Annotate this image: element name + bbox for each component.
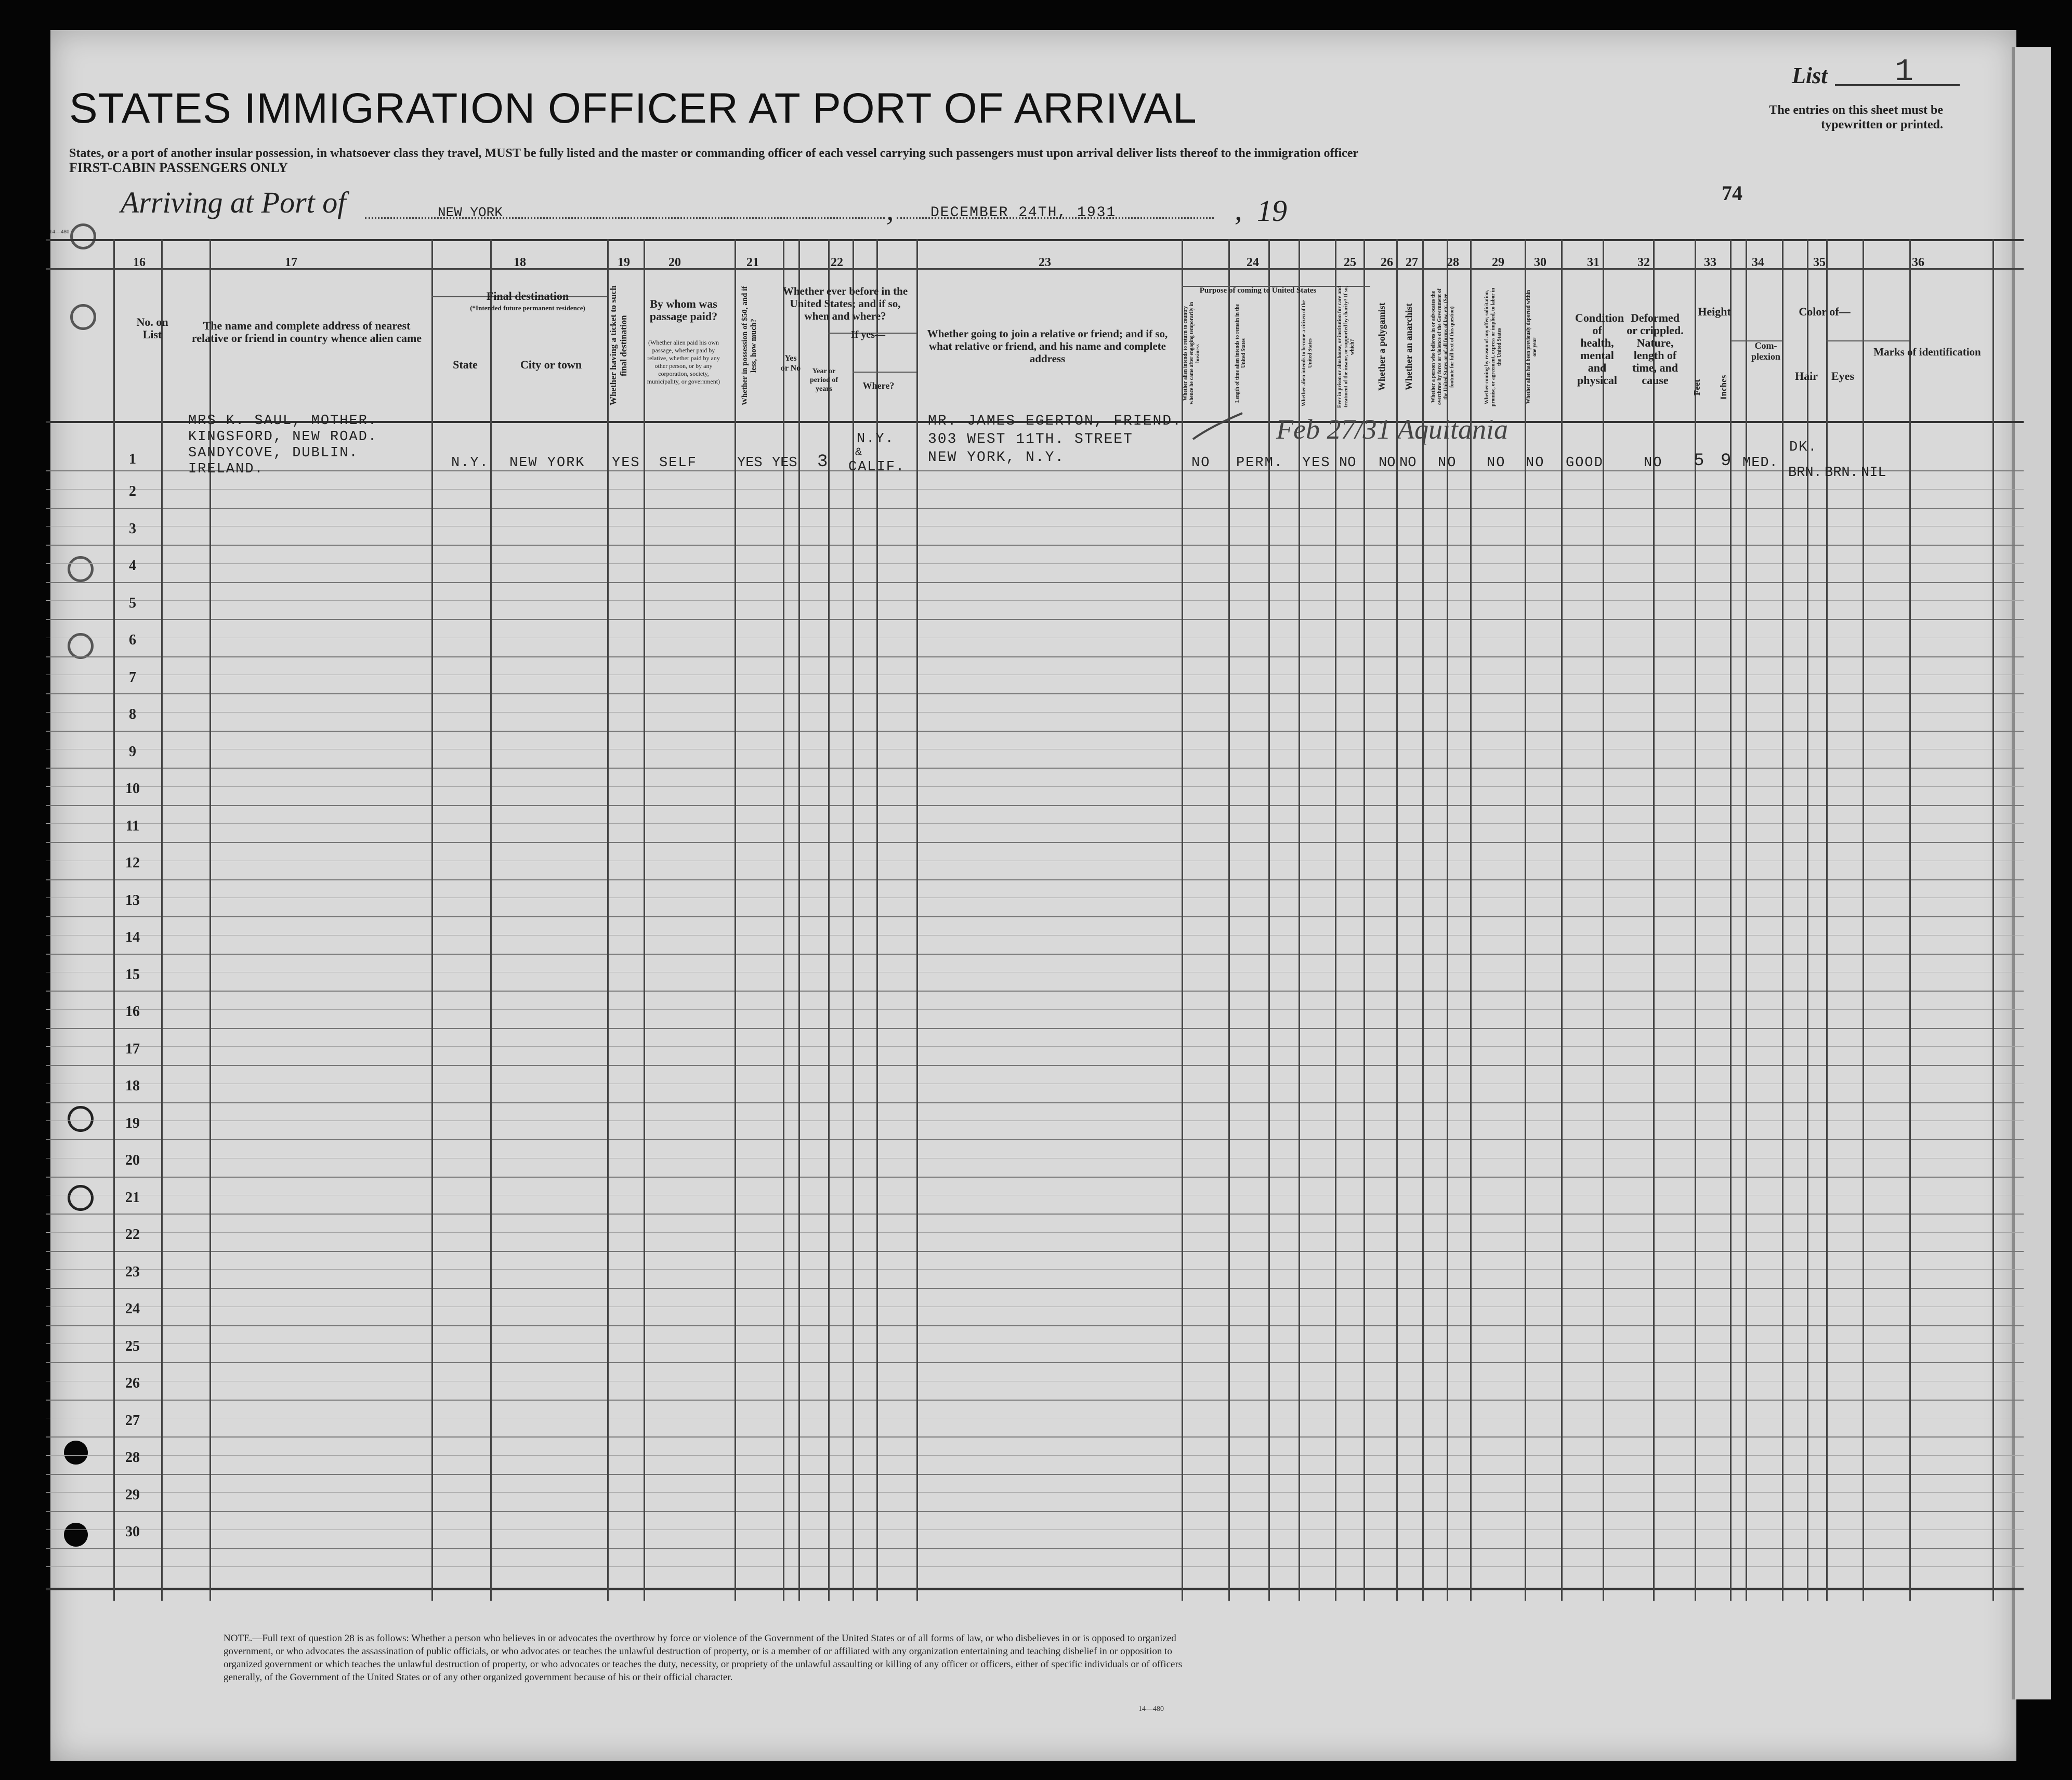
column-line <box>828 239 830 1601</box>
header-height: Height <box>1698 305 1731 318</box>
offer-value: NO <box>1487 455 1506 471</box>
column-line <box>1561 239 1563 1601</box>
row-line <box>46 954 2024 955</box>
row-number: 11 <box>125 818 140 834</box>
row-line <box>46 1214 2024 1215</box>
row-number: 6 <box>129 632 136 648</box>
column-line <box>490 239 492 1601</box>
row-guide-line <box>46 1232 2024 1233</box>
header-complexion: Com-plexion <box>1751 340 1780 362</box>
row-line <box>46 1251 2024 1252</box>
row-number: 27 <box>125 1412 140 1429</box>
row-guide-line <box>46 712 2024 713</box>
row-number: 30 <box>125 1524 140 1540</box>
row-guide-line <box>46 1046 2024 1047</box>
row-line <box>46 1139 2024 1140</box>
row-number: 14 <box>125 929 140 945</box>
header-ever-before: Whether ever before in the United States; and if so, when and where? <box>782 285 908 322</box>
where-line: N.Y. <box>857 431 895 447</box>
class-label: FIRST-CABIN PASSENGERS ONLY <box>69 160 288 175</box>
column-number: 34 <box>1752 256 1764 269</box>
column-line <box>113 239 115 1601</box>
form-number-top: 14—480 <box>49 229 70 235</box>
column-line <box>735 239 736 1601</box>
row-line <box>46 805 2024 806</box>
overthrow-value: NO <box>1438 455 1457 471</box>
row-number: 1 <box>129 451 136 467</box>
row-line <box>46 508 2024 509</box>
header-final-destination: Final destination <box>486 289 569 302</box>
where-line: CALIF. <box>848 459 906 475</box>
subheader-line <box>853 372 916 373</box>
column-number: 32 <box>1637 256 1650 269</box>
row-number: 15 <box>125 966 140 983</box>
page-number: 74 <box>1722 181 1742 205</box>
column-number: 31 <box>1587 256 1599 269</box>
row-number: 8 <box>129 706 136 722</box>
row-line <box>46 1028 2024 1029</box>
column-line <box>1228 239 1230 1601</box>
complexion-value: MED. <box>1742 455 1778 471</box>
polygamist-value: NO <box>1379 455 1396 471</box>
row-line <box>46 768 2024 769</box>
row-number: 20 <box>125 1152 140 1168</box>
join-line: MR. JAMES EGERTON, FRIEND. <box>928 413 1182 429</box>
row-number: 10 <box>125 781 140 797</box>
row-line <box>46 731 2024 732</box>
column-line <box>1695 239 1696 1601</box>
column-line <box>1909 239 1911 1601</box>
row-line <box>46 1065 2024 1066</box>
column-line <box>783 239 784 1601</box>
port-value: NEW YORK <box>438 205 503 220</box>
years-value: 3 <box>817 452 829 472</box>
row-line <box>46 656 2024 657</box>
row-guide-line <box>46 1009 2024 1010</box>
row-number: 17 <box>125 1040 140 1057</box>
row-guide-line <box>46 1455 2024 1456</box>
arriving-label: Arriving at Port of <box>121 186 346 219</box>
column-number: 27 <box>1406 256 1418 269</box>
header-passage-paid-note: (Whether alien paid his own passage, whether paid by relative, whether paid by any other person, or by any corporation, society, municipality, or government) <box>647 339 720 385</box>
row-number: 4 <box>129 558 136 574</box>
row-number: 9 <box>129 743 136 760</box>
header-purpose: Purpose of coming to United States <box>1199 286 1317 295</box>
header-inches: Inches <box>1719 375 1728 400</box>
ticket-value: YES <box>612 455 640 471</box>
row-line <box>46 1102 2024 1103</box>
row-guide-line <box>46 1269 2024 1270</box>
state-value: N.Y. <box>451 455 489 471</box>
row-number: 24 <box>125 1301 140 1317</box>
column-line <box>798 239 800 1601</box>
column-number: 36 <box>1912 256 1924 269</box>
row-guide-line <box>46 1120 2024 1121</box>
column-line <box>853 239 854 1601</box>
row-guide-line <box>46 1492 2024 1493</box>
column-number: 26 <box>1381 256 1393 269</box>
column-number: 21 <box>746 256 759 269</box>
row-line <box>46 1400 2024 1401</box>
header-possession-50: Whether in possession of $50, and if less, how much? <box>741 286 758 405</box>
column-line <box>1603 239 1604 1601</box>
handwritten-annotation: Feb 27/31 Aquitania <box>1276 414 1508 445</box>
column-number: 28 <box>1447 256 1459 269</box>
column-line <box>916 239 918 1601</box>
column-number: 35 <box>1813 256 1826 269</box>
row-guide-line <box>46 600 2024 601</box>
purpose-citizen-value: YES <box>1302 455 1331 471</box>
header-feet: Feet <box>1692 379 1702 395</box>
deported-value: NO <box>1526 455 1545 471</box>
column-line <box>644 239 645 1601</box>
row-line <box>46 545 2024 546</box>
header-hair: Hair <box>1795 370 1818 383</box>
instructions-line: States, or a port of another insular possession, in whatsoever class they travel, MUST be fully listed and the master or commanding officer of each vessel carrying such passengers must upon arrival deliver lists thereof to the immigration officer <box>69 147 1359 160</box>
header-eyes: Eyes <box>1831 370 1854 383</box>
purpose-return-value: NO <box>1191 455 1211 471</box>
column-number: 19 <box>618 256 630 269</box>
header-city: City or town <box>520 358 582 371</box>
column-number: 20 <box>668 256 681 269</box>
column-line <box>1525 239 1526 1601</box>
column-line <box>607 239 609 1601</box>
column-number: 18 <box>514 256 526 269</box>
prison-value: NO <box>1339 455 1356 471</box>
header-color-of: Color of— <box>1799 305 1851 318</box>
column-number: 24 <box>1247 256 1259 269</box>
feet-value: 5 <box>1694 451 1706 471</box>
anarchist-value: NO <box>1399 455 1417 471</box>
header-purpose-citizen: Whether alien intends to become a citizen of the United States <box>1301 300 1313 407</box>
row-number: 29 <box>125 1486 140 1503</box>
column-number: 16 <box>133 256 146 269</box>
eyes-value: BRN. <box>1825 465 1858 481</box>
header-anarchist: Whether an anarchist <box>1404 303 1414 391</box>
row-line <box>46 916 2024 917</box>
column-line <box>431 239 433 1601</box>
row-number: 16 <box>125 1004 140 1020</box>
row-number: 25 <box>125 1338 140 1354</box>
row-guide-line <box>46 1566 2024 1567</box>
column-number: 29 <box>1492 256 1504 269</box>
page-title: STATES IMMIGRATION OFFICER AT PORT OF ARRIVAL <box>69 85 1197 132</box>
column-line <box>1653 239 1655 1601</box>
row-guide-line <box>46 786 2024 787</box>
header-purpose-length: Length of time alien intends to remain in the United States <box>1235 304 1247 403</box>
column-line <box>1782 239 1784 1601</box>
separator: , <box>886 193 894 227</box>
row-line <box>46 1325 2024 1326</box>
row-line <box>46 1474 2024 1475</box>
relative-address-line: SANDYCOVE, DUBLIN. <box>188 445 359 461</box>
marks-value: NIL <box>1861 465 1886 481</box>
row-line <box>46 1436 2024 1438</box>
header-where: Where? <box>862 380 895 391</box>
handwritten-check-icon <box>1190 411 1248 442</box>
form-number: 14—480 <box>1138 1705 1164 1713</box>
header-final-destination-note: (*Intended future permanent residence) <box>470 304 585 312</box>
row-number: 19 <box>125 1115 140 1131</box>
column-number: 33 <box>1704 256 1716 269</box>
header-ticket: Whether having a ticket to such final destination <box>608 285 628 406</box>
row-number: 7 <box>129 669 136 685</box>
deformed-value: NO <box>1644 455 1663 471</box>
column-line <box>1730 239 1732 1601</box>
row-line <box>46 1177 2024 1178</box>
join-line: NEW YORK, N.Y. <box>928 450 1065 466</box>
column-line <box>1863 239 1864 1601</box>
header-polygamist: Whether a polygamist <box>1376 302 1387 391</box>
row-guide-line <box>46 563 2024 564</box>
row-number: 5 <box>129 595 136 611</box>
money-value: YES <box>737 455 763 471</box>
table-border <box>46 239 2024 241</box>
column-number: 22 <box>831 256 843 269</box>
column-number: 17 <box>285 256 297 269</box>
row-line <box>46 842 2024 843</box>
join-line: 303 WEST 11TH. STREET <box>928 431 1133 447</box>
hair-line: BRN. <box>1788 465 1822 481</box>
row-line <box>46 879 2024 880</box>
header-deported: Whether alien had been previously deported within one year <box>1526 289 1538 404</box>
row-number: 22 <box>125 1227 140 1243</box>
header-state: State <box>453 358 478 371</box>
row-number: 3 <box>129 520 136 537</box>
column-number: 25 <box>1344 256 1356 269</box>
column-line <box>1992 239 1994 1601</box>
relative-address-line: IRELAND. <box>188 462 264 477</box>
health-value: GOOD <box>1566 455 1604 471</box>
relative-address-line: KINGSFORD, NEW ROAD. <box>188 429 378 445</box>
row-line <box>46 1362 2024 1363</box>
row-number: 13 <box>125 892 140 908</box>
header-purpose-return: Whether alien intends to return to country whence he came after engaging temporarily in business <box>1183 302 1201 405</box>
row-line <box>46 582 2024 583</box>
row-line <box>46 1548 2024 1549</box>
header-offer: Whether coming by reason of any offer, solicitation, promise, or agreement, express or implied, to labor in the United States <box>1484 287 1502 406</box>
row-line <box>46 991 2024 992</box>
separator: , <box>1235 193 1242 227</box>
column-line <box>1826 239 1828 1601</box>
column-line <box>1182 239 1183 1601</box>
column-line <box>1746 239 1747 1601</box>
row-number: 18 <box>125 1078 140 1094</box>
row-number: 2 <box>129 483 136 499</box>
header-prison: Ever in prison or almshouse, or institution for care and treatment of the insane, or supported by charity? If so, which? <box>1337 286 1355 408</box>
row-number: 21 <box>125 1189 140 1206</box>
row-number: 12 <box>125 855 140 871</box>
relative-address-line: MRS K. SAUL, MOTHER. <box>188 413 378 429</box>
city-value: NEW YORK <box>509 455 585 471</box>
column-number: 30 <box>1534 256 1546 269</box>
typewritten-notice: The entries on this sheet must be typewritten or printed. <box>1769 103 1943 131</box>
header-relative-address: The name and complete address of nearest relative or friend in country whence alien came <box>191 319 422 345</box>
row-guide-line <box>46 489 2024 490</box>
row-line <box>46 693 2024 694</box>
column-number: 23 <box>1039 256 1051 269</box>
purpose-length-value: PERM. <box>1236 455 1284 471</box>
row-line <box>46 1511 2024 1512</box>
header-health: Condition of health, mental and physical <box>1575 311 1624 387</box>
header-if-yes: If yes— <box>850 329 886 340</box>
header-overthrow: Whether a person who believes in or advocates the overthrow by force or violence of the Government of the United States or of all forms of law, etc. (See footnote for full text of this question) <box>1431 288 1455 405</box>
column-line <box>1268 239 1270 1601</box>
header-yes-or-no: Yes or No <box>780 354 801 373</box>
date-value: DECEMBER 24TH, 1931 <box>930 205 1117 221</box>
row-guide-line <box>46 1343 2024 1344</box>
list-number: 1 <box>1895 55 1914 90</box>
row-guide-line <box>46 823 2024 824</box>
header-marks: Marks of identification <box>1873 346 1981 358</box>
where-line: & <box>855 446 863 459</box>
ever-before-value: YES <box>772 455 797 471</box>
table-bottom <box>46 1588 2024 1590</box>
year-prefix: 19 <box>1257 194 1287 228</box>
row-number: 23 <box>125 1263 140 1280</box>
inches-value: 9 <box>1721 451 1733 471</box>
row-line <box>46 1288 2024 1289</box>
row-line <box>46 619 2024 620</box>
hair-line: DK. <box>1789 440 1818 455</box>
subheader-line <box>1826 340 1909 341</box>
footnote: NOTE.—Full text of question 28 is as follows: Whether a person who believes in or advocates the overthrow by force or violence of the Government of the United States or of all forms of law, or who disbelieves in or is opposed to organized government, or who advocates the assassination of public officials, or who advocates or teaches the unlawful destruction of property, or is a member of or affiliated with any organization entertaining and teaching disbelief in or opposition to organized government or which teaches the unlawful destruction of property, or who advocates or teaches the duty, necessity, or propriety of the unlawful assaulting or killing of any officer or officers, either of specific individuals or of officers generally, of the Government of the United States or of any other organized government because of his or their official character. <box>224 1633 1183 1683</box>
header-year-period: Year or period of years <box>809 367 838 393</box>
header-no-on-list: No. on List <box>136 315 168 341</box>
header-deformed: Deformed or crippled. Nature, length of time, and cause <box>1627 311 1684 387</box>
list-label: List <box>1792 63 1828 88</box>
row-number: 28 <box>125 1449 140 1466</box>
header-passage-paid: By whom was passage paid? <box>649 297 718 323</box>
paid-by-value: SELF <box>659 455 697 471</box>
row-number: 26 <box>125 1375 140 1391</box>
column-line <box>161 239 163 1601</box>
header-joining: Whether going to join a relative or friend; and if so, what relative or friend, and his name and complete address <box>927 327 1168 365</box>
